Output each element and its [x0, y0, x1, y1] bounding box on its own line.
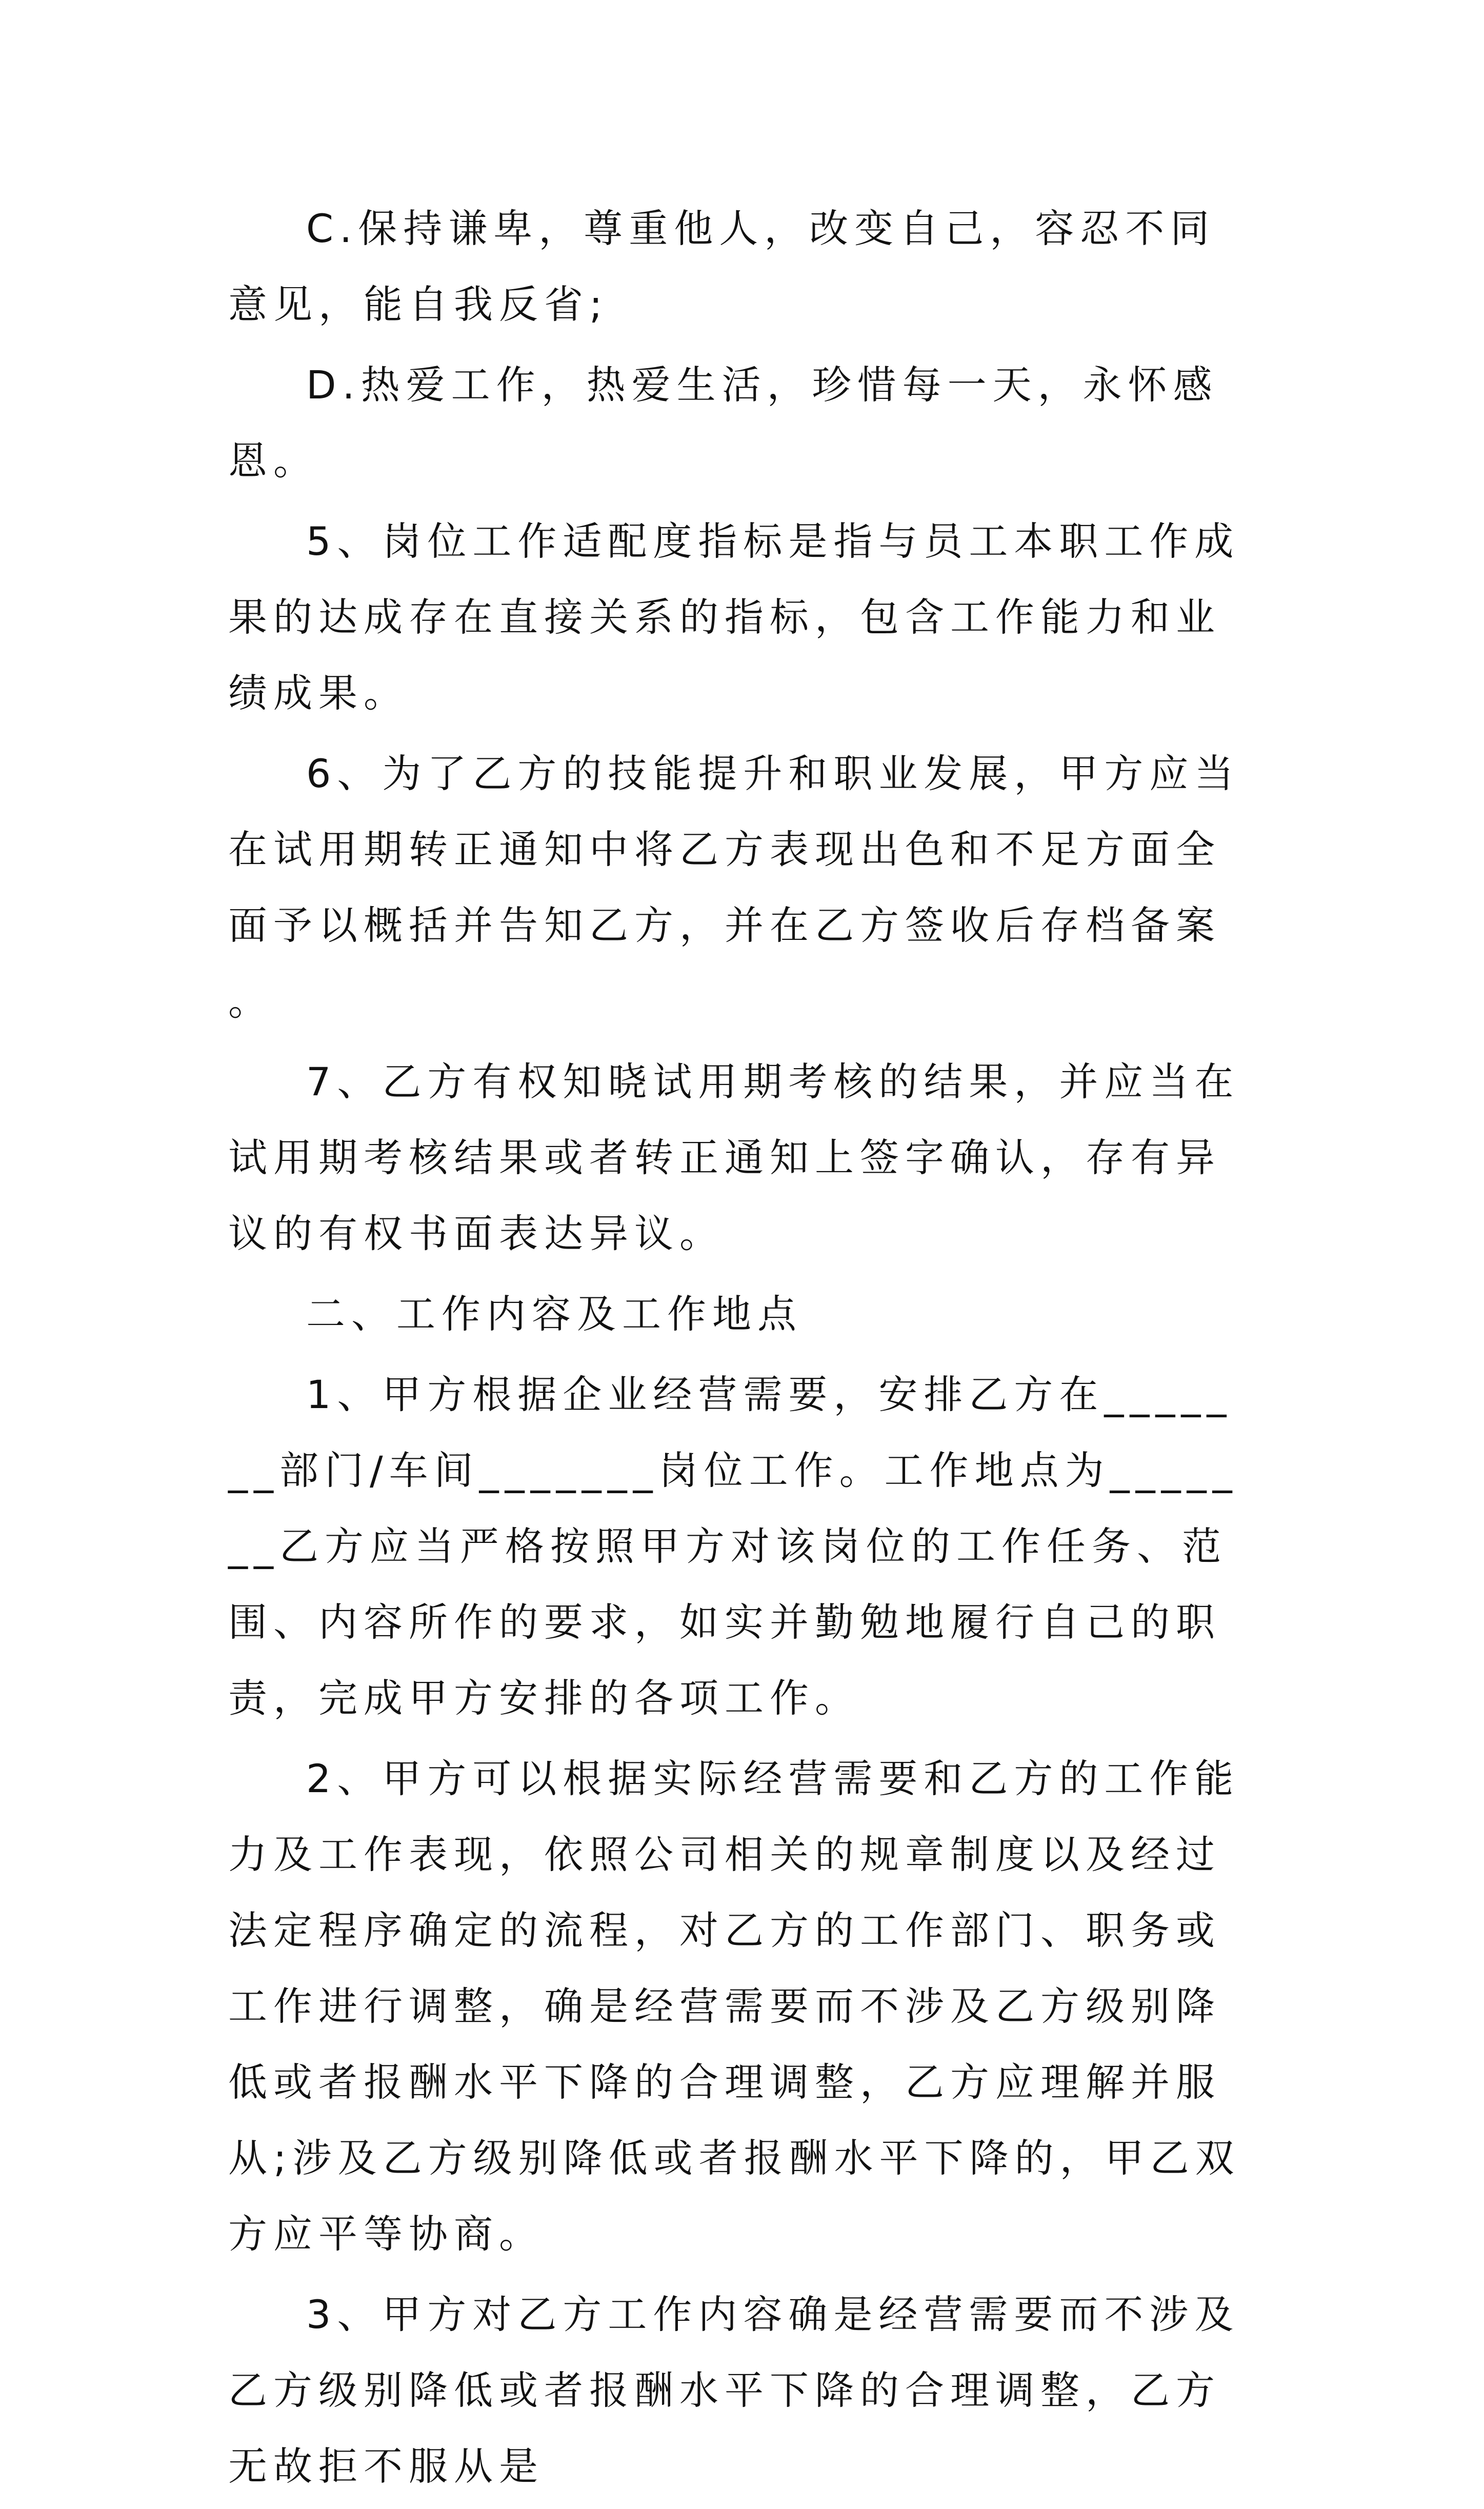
paragraph-clause-5: 5、岗位工作适配度指标是指与员工本职工作成果的达成存在直接关系的指标，包含工作能力和业绩成果。	[228, 518, 1240, 716]
document-body	[228, 191, 1256, 2509]
paragraph-clause-6: 6、为了乙方的技能提升和职业发展，甲方应当在试用期转正通知中将乙方表现出色和不足方面全面予以概括并告知乙方，并在乙方签收后存档备案。	[228, 751, 1240, 1024]
paragraph-item-d: D.热爱工作，热爱生活，珍惜每一天，永怀感恩。	[228, 362, 1218, 484]
paragraph-work-clause-1: 1、甲方根据企业经营需要，安排乙方在_______部门/车间_______岗位工作。工作地点为_______乙方应当严格按照甲方对该岗位的工作任务、范围、内容所作的要求，如实并勤勉地履行自己的职责，完成甲方安排的各项工作。	[228, 1372, 1238, 1721]
paragraph-work-clause-3: 3、甲方对乙方工作内容确是经营需要而不涉及乙方级别降低或者报酬水平下降的合理调整，乙方无故拒不服从是	[228, 2292, 1240, 2489]
paragraph-clause-7: 7、乙方有权知晓试用期考核的结果，并应当在试用期考核结果或者转正通知上签字确认，存有异议的有权书面表达异议。	[228, 1059, 1240, 1256]
paragraph-work-clause-2: 2、甲方可以根据实际经营需要和乙方的工作能力及工作表现，依照公司相关的规章制度以及经过法定程序确定的流程，对乙方的工作部门、职务或工作进行调整，确是经营需要而不涉及乙方级别降低或者报酬水平下降的合理调整，乙方应理解并服从;涉及乙方级别降低或者报酬水平下降的，甲乙双方应平等协商。	[228, 1756, 1240, 2257]
paragraph-item-c: C.保持谦卑，尊重他人，改变自己，容忍不同意见，能自我反省;	[228, 206, 1216, 327]
section-heading-work-content: 二、工作内容及工作地点	[306, 1291, 803, 1337]
